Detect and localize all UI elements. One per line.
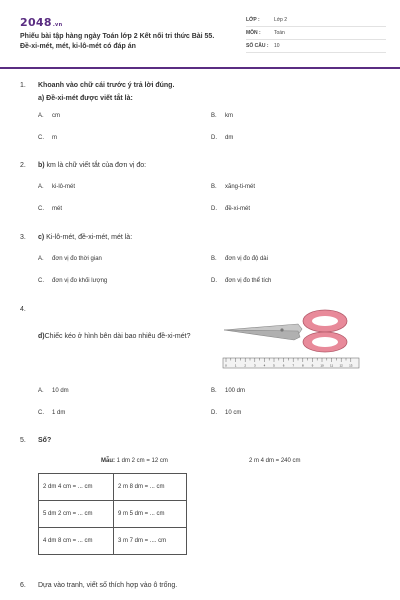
table-row bbox=[39, 474, 187, 501]
option-text: 1 dm bbox=[52, 410, 66, 416]
question-number: 4. bbox=[20, 306, 26, 313]
option-d[interactable] bbox=[211, 206, 250, 212]
question-number: 6. bbox=[20, 582, 26, 589]
prompt-label: b) bbox=[38, 162, 45, 169]
meta-table bbox=[246, 14, 386, 53]
option-b[interactable] bbox=[211, 388, 245, 394]
prompt-text: Chiếc kéo ở hình bên dài bao nhiêu đề-xi-mét? bbox=[44, 333, 191, 340]
option-letter: D. bbox=[211, 410, 217, 416]
option-letter: C. bbox=[38, 278, 44, 284]
ruler-label: 3 bbox=[253, 363, 256, 368]
ruler-label: 11 bbox=[330, 363, 334, 368]
option-letter: B. bbox=[211, 113, 217, 119]
ruler-label: 6 bbox=[282, 363, 285, 368]
question-number: 1. bbox=[20, 82, 26, 89]
conversion-table bbox=[38, 473, 187, 555]
table-row bbox=[39, 528, 187, 555]
page-title bbox=[20, 32, 235, 52]
sample-line-2: 2 m 4 dm = 240 cm bbox=[249, 458, 301, 464]
ruler-label: 10 bbox=[320, 363, 324, 368]
option-text: 100 dm bbox=[225, 388, 246, 394]
table-cell[interactable]: 4 dm 8 cm = ... cm bbox=[39, 528, 114, 555]
sample-text: 1 dm 2 cm = 12 cm bbox=[115, 458, 168, 464]
question-instruction: Khoanh vào chữ cái trước ý trả lời đúng. bbox=[38, 82, 175, 89]
question-prompt bbox=[38, 162, 146, 169]
title-line-1: Phiếu bài tập hàng ngày Toán lớp 2 Kết nối tri thức Bài 55. bbox=[20, 33, 215, 40]
option-text: đề-xi-mét bbox=[225, 206, 251, 212]
question-number: 2. bbox=[20, 162, 26, 169]
option-letter: A. bbox=[38, 113, 44, 119]
option-text: đơn vị đo khối lượng bbox=[52, 278, 108, 284]
option-text: 10 dm bbox=[52, 388, 69, 394]
table-cell[interactable]: 2 m 8 dm = ... cm bbox=[114, 474, 187, 501]
option-text: 10 cm bbox=[225, 410, 242, 416]
option-letter: B. bbox=[211, 256, 217, 262]
option-c[interactable] bbox=[38, 410, 65, 416]
question-prompt: Số? bbox=[38, 437, 52, 444]
meta-row-class bbox=[246, 14, 386, 27]
logo-text: 2048 bbox=[20, 16, 52, 29]
scissors-blade-bottom bbox=[224, 330, 300, 340]
meta-value: Lớp 2 bbox=[274, 17, 288, 23]
prompt-text: km là chữ viết tắt của đơn vị đo: bbox=[44, 162, 147, 169]
option-text: m bbox=[52, 135, 57, 141]
option-text: xăng-ti-mét bbox=[225, 184, 256, 190]
meta-key: MÔN : bbox=[246, 30, 261, 36]
table-cell[interactable]: 5 dm 2 cm = ... cm bbox=[39, 501, 114, 528]
option-c[interactable] bbox=[38, 278, 107, 284]
option-text: đơn vị đo thời gian bbox=[52, 256, 102, 262]
option-text: km bbox=[225, 113, 233, 119]
ruler-label: 4 bbox=[263, 363, 266, 368]
meta-key: LỚP : bbox=[246, 17, 260, 23]
ruler-label: 0 bbox=[225, 363, 227, 368]
option-a[interactable] bbox=[38, 256, 102, 262]
option-letter: A. bbox=[38, 388, 44, 394]
option-letter: D. bbox=[211, 278, 217, 284]
meta-row-count bbox=[246, 40, 386, 53]
option-text: mét bbox=[52, 206, 63, 212]
scissors-ruler-figure bbox=[222, 306, 360, 374]
logo-suffix: .vn bbox=[52, 22, 63, 28]
option-letter: A. bbox=[38, 256, 44, 262]
question-number: 3. bbox=[20, 234, 26, 241]
worksheet-header bbox=[20, 14, 385, 60]
prompt-text: Ki-lô-mét, đề-xi-mét, mét là: bbox=[44, 234, 133, 241]
ruler-label: 7 bbox=[292, 363, 295, 368]
prompt-label: d) bbox=[38, 333, 45, 340]
question-prompt: Dựa vào tranh, viết số thích hợp vào ô trống. bbox=[38, 582, 178, 589]
prompt-label: c) bbox=[38, 234, 45, 241]
ruler-label: 5 bbox=[273, 363, 275, 368]
table-cell[interactable]: 9 m 5 dm = ... cm bbox=[114, 501, 187, 528]
option-text: dm bbox=[225, 135, 234, 141]
scissors-image bbox=[224, 310, 347, 352]
option-letter: C. bbox=[38, 206, 44, 212]
scissors-pivot bbox=[280, 328, 283, 331]
option-letter: B. bbox=[211, 388, 217, 394]
question-prompt bbox=[38, 234, 132, 241]
option-letter: C. bbox=[38, 135, 44, 141]
meta-row-subject bbox=[246, 27, 386, 40]
site-logo[interactable] bbox=[20, 16, 62, 29]
table-cell[interactable]: 3 m 7 dm = .... cm bbox=[114, 528, 187, 555]
option-a[interactable] bbox=[38, 113, 60, 119]
option-b[interactable] bbox=[211, 113, 233, 119]
ruler-label: 9 bbox=[311, 363, 314, 368]
option-text: đơn vị đo thể tích bbox=[225, 278, 272, 284]
option-b[interactable] bbox=[211, 184, 255, 190]
option-c[interactable] bbox=[38, 135, 57, 141]
option-letter: B. bbox=[211, 184, 217, 190]
option-b[interactable] bbox=[211, 256, 268, 262]
option-d[interactable] bbox=[211, 278, 271, 284]
ruler-label: 12 bbox=[339, 363, 343, 368]
scissors-handle-hole-top bbox=[312, 316, 338, 326]
meta-value: Toán bbox=[274, 30, 285, 36]
meta-value: 10 bbox=[274, 43, 280, 49]
option-letter: C. bbox=[38, 410, 44, 416]
sample-label: Mẫu: bbox=[101, 458, 115, 464]
question-prompt bbox=[38, 333, 190, 340]
option-d[interactable] bbox=[211, 135, 233, 141]
question-number: 5. bbox=[20, 437, 26, 444]
question-prompt: a) Đề-xi-mét được viết tắt là: bbox=[38, 95, 133, 102]
option-text: cm bbox=[52, 113, 60, 119]
ruler bbox=[223, 358, 359, 368]
meta-key: SỐ CÂU : bbox=[246, 43, 269, 49]
table-cell[interactable]: 2 dm 4 cm = ... cm bbox=[39, 474, 114, 501]
ruler-label: 8 bbox=[301, 363, 304, 368]
option-a[interactable] bbox=[38, 184, 75, 190]
option-letter: D. bbox=[211, 206, 217, 212]
ruler-label: 1 bbox=[234, 363, 237, 368]
sample-line-1 bbox=[101, 458, 168, 464]
ruler-label: 13 bbox=[349, 363, 353, 368]
option-c[interactable] bbox=[38, 206, 62, 212]
title-line-2: Đề-xi-mét, mét, ki-lô-mét có đáp án bbox=[20, 43, 136, 50]
option-d[interactable] bbox=[211, 410, 241, 416]
option-letter: A. bbox=[38, 184, 44, 190]
ruler-label: 2 bbox=[244, 363, 247, 368]
table-row bbox=[39, 501, 187, 528]
option-letter: D. bbox=[211, 135, 217, 141]
scissors-handle-hole-bottom bbox=[312, 337, 338, 347]
option-text: ki-lô-mét bbox=[52, 184, 76, 190]
header-divider bbox=[0, 67, 400, 69]
option-text: đơn vị đo độ dài bbox=[225, 256, 268, 262]
option-a[interactable] bbox=[38, 388, 69, 394]
